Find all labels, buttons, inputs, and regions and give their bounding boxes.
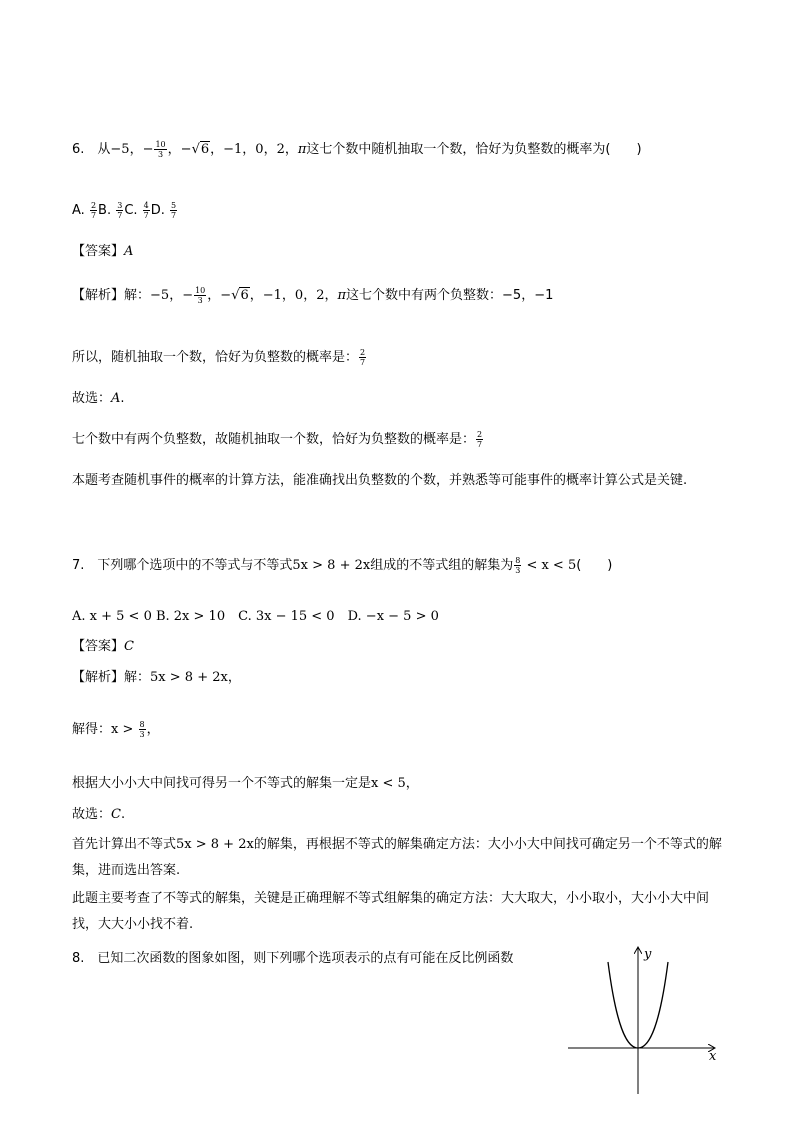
answer-label: 【答案】 [72,639,125,654]
analysis-head: 解： [124,288,151,303]
frac-num: 2 [360,348,366,357]
frac-num: 2 [477,430,483,439]
q7-analysis [72,669,241,687]
q8-stem: 8. 已知二次函数的图象如图，则下列哪个选项表示的点有可能在反比例函数 [72,951,514,966]
frac-num: 10 [155,140,166,149]
choose-end: . [120,807,126,822]
choose-value: C [111,807,121,822]
summary-text-a: 首先计算出不等式 [72,837,177,852]
option-d-label: D. [150,203,170,218]
q6-num-part1: −5，− [110,142,154,157]
q6-choose [72,390,125,408]
analysis-tail: 这七个数中有两个负整数：−5，−1 [346,288,554,303]
summary-expr: 5x > 8 + 2x [176,837,254,852]
summary-text: 七个数中有两个负整数，故随机抽取一个数，恰好为负整数的概率是： [72,432,476,447]
analysis-sep: ，− [207,288,232,303]
option-a-label: A. [72,203,89,218]
frac-num: 8 [139,720,145,729]
choose-label: 故选： [72,807,112,822]
q6-number: 6. 从 [72,142,111,157]
q7-summary-2: 此题主要考查了不等式的解集，关键是正确理解不等式组解集的确定方法：大大取大，小小取小，大小小大中间找，大大小小找不着. [72,891,710,932]
q7-summary-1 [72,832,722,884]
y-axis-label: y [644,947,652,962]
analysis-label: 【解析】 [72,670,125,685]
q7-stem [72,556,612,575]
q7-range: < x < 5 [522,558,577,573]
q7-solve [72,720,160,739]
answer-label: 【答案】 [72,244,125,259]
q6-stem [72,140,642,159]
option-b-fraction [116,201,123,220]
q6-so-line [72,348,367,367]
q7-number: 7. 下列哪个选项中的不等式与不等式 [72,558,293,573]
frac-num: 10 [195,286,206,295]
sqrt-radicand: 6 [240,288,249,303]
q6-stem-tail: 这七个数中随机抽取一个数，恰好为负整数的概率为( ) [306,142,642,157]
q7-mid: 组成的不等式组的解集为 [370,558,514,573]
analysis-head: 解： [124,670,151,685]
q7-options: A. x + 5 < 0 B. 2x > 10 C. 3x − 15 < 0 D. −x − 5 > 0 [72,609,439,624]
frac-den: 7 [360,358,366,367]
so-fraction [359,348,366,367]
answer-value: A [124,244,134,259]
q7-end: ( ) [576,558,613,573]
solve-expr: x > [111,722,138,737]
frac-den: 7 [477,440,483,449]
q6-sqrt: √6 [191,142,210,157]
q6-pi: π [297,142,307,157]
choose-value: A [111,391,121,406]
option-c-fraction [143,201,150,220]
summary-text-b: 的解集，再根据不等式的解集确定方法：大小小大中间找可确定另一个不等式的解集，进而选出答案. [72,837,722,878]
frac-den: 3 [197,296,203,305]
analysis-expr: 5x > 8 + 2x [150,670,228,685]
solve-end: ， [146,722,160,737]
frac-num: 5 [171,201,177,210]
x-axis-label: x [709,1049,717,1064]
analysis-num-part1: −5，− [150,288,194,303]
option-a-fraction [90,201,97,220]
option-c-label: C. [124,203,142,218]
rule-end: ， [405,776,419,791]
rule-expr: x < 5 [371,776,406,791]
analysis-num-part2: ，−1，0，2， [249,288,338,303]
frac-num: 2 [90,201,97,210]
parabola-graph [566,944,726,1096]
solve-label: 解得： [72,722,112,737]
answer-value: C [124,639,134,654]
choose-end: . [120,391,125,406]
choose-label: 故选： [72,391,112,406]
analysis-pi: π [337,288,347,303]
q7-choose [72,806,125,824]
q6-num-part2: ，−1，0，2， [210,142,298,157]
analysis-end: ， [227,670,241,685]
q6-answer [72,243,133,261]
q7-fraction [514,556,521,575]
frac-den: 3 [515,566,521,575]
analysis-fraction-10-3 [194,286,206,305]
q6-summary-1 [72,430,484,449]
option-b-label: B. [98,203,116,218]
q7-answer [72,638,134,656]
option-d-fraction [170,201,177,220]
q6-summary-2: 本题考查随机事件的概率的计算方法，能准确找出负整数的个数，并熟悉等可能事件的概率计算公式是关键. [72,473,688,488]
frac-num: 8 [515,556,521,565]
frac-den: 7 [171,211,177,220]
frac-den: 3 [139,730,145,739]
q6-analysis [72,286,553,305]
frac-den: 7 [143,211,149,220]
rule-text: 根据大小小大中间找可得另一个不等式的解集一定是 [72,776,372,791]
analysis-label: 【解析】 [72,288,125,303]
frac-den: 7 [117,211,123,220]
sqrt-radicand: 6 [200,142,210,157]
solve-fraction [139,720,146,739]
q7-rule [72,775,419,793]
summary-fraction [476,430,483,449]
frac-den: 7 [90,211,97,220]
analysis-sqrt: √6 [231,288,249,303]
q6-fraction-10-3 [154,140,166,159]
frac-num: 4 [143,201,149,210]
so-text: 所以，随机抽取一个数，恰好为负整数的概率是： [72,350,359,365]
frac-den: 3 [158,150,164,159]
q6-options [72,201,178,220]
q6-sep: ，− [167,142,192,157]
frac-num: 3 [117,201,123,210]
q7-inequality: 5x > 8 + 2x [292,558,371,573]
